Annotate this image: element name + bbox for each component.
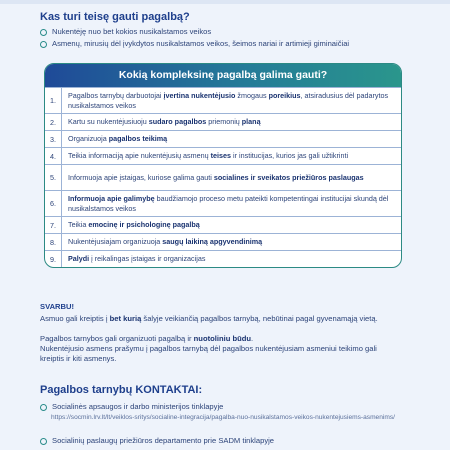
row-text-mid: žmogaus — [235, 91, 269, 100]
contact-item-2-label: Socialinių paslaugų priežiūros departamento prie SADM tinklapyje — [52, 436, 275, 445]
row-text — [62, 148, 401, 164]
table-row — [45, 147, 401, 164]
contact-item-1-label: Socialinės apsaugos ir darbo ministerijos tinklapyje — [52, 402, 224, 411]
row-text-inner — [68, 237, 262, 247]
row-text-b1: socialines ir sveikatos priežiūros paslaugas — [213, 172, 364, 182]
table-row — [45, 190, 401, 216]
row-text-inner — [68, 151, 348, 161]
help-table-title: Kokią kompleksinę pagalbą galima gauti? — [45, 64, 401, 87]
row-text-b1: pagalbos teikimą — [108, 134, 168, 144]
row-text-pre: Teikia — [68, 220, 89, 230]
row-text-pre: Nukentėjusiajam organizuoja — [68, 237, 163, 247]
row-number: 2. — [45, 114, 62, 130]
row-number: 5. — [45, 165, 62, 190]
who-item-2 — [40, 39, 436, 49]
row-number: 1. — [45, 88, 62, 113]
important-p1-post: šalyje veikiančią pagalbos tarnybą, nebūtinai pagal gyvenamąją vietą. — [141, 314, 378, 323]
table-row — [45, 216, 401, 233]
contact-item-1-link[interactable]: https://socmin.lrv.lt/lt/veiklos-sritys/socialine-integracija/pagalba-nuo-nusikalstamos-veikos-nukentejusiems-asmenims/ — [51, 414, 395, 421]
row-text-mid: priemonių — [206, 117, 242, 127]
row-text-pre: Kartu su nukentėjusiuoju — [68, 117, 149, 127]
who-item-2-text: Asmenų, mirusių dėl įvykdytos nusikalstamos veikos, šeimos nariai ir artimieji giminaičiai — [52, 39, 350, 48]
contact-item-2 — [40, 436, 436, 446]
row-text-pre: Informuoja apie įstaigas, kuriose galima gauti — [68, 172, 214, 182]
important-p1-bold: bet kurią — [109, 314, 142, 323]
table-row — [45, 164, 401, 190]
who-item-1 — [40, 27, 436, 37]
row-number: 6. — [45, 191, 62, 216]
circle-bullet-icon — [40, 29, 47, 36]
row-text-inner — [68, 91, 395, 110]
important-p2-post: . — [251, 334, 254, 343]
row-text-b1: sudaro pagalbos — [148, 117, 207, 127]
row-text-b1: emocinę ir psichologinę pagalbą — [88, 220, 200, 230]
top-decor-strip — [0, 0, 450, 4]
row-text — [62, 88, 401, 113]
circle-bullet-icon — [40, 41, 47, 48]
important-title: SVARBU! — [40, 302, 75, 311]
table-row — [45, 233, 401, 250]
row-text-b1: įvertina nukentėjusio — [163, 91, 236, 100]
table-row — [45, 130, 401, 147]
important-p2-bold: nuotoliniu būdu — [193, 334, 252, 343]
row-text-b1: teises — [210, 151, 232, 161]
row-text-b2: planą — [241, 117, 261, 127]
row-text — [62, 191, 401, 216]
important-paragraph-1 — [40, 314, 400, 324]
row-text — [62, 165, 401, 190]
row-text-pre: Pagalbos tarnybų darbuotojai — [68, 91, 164, 100]
contact-item-1 — [40, 402, 436, 412]
row-text — [62, 114, 401, 130]
row-text — [62, 234, 401, 250]
row-text-mid: į reikalingas įstaigas ir organizacijas — [89, 254, 206, 264]
important-paragraph-2 — [40, 334, 400, 344]
row-number: 4. — [45, 148, 62, 164]
who-item-1-text: Nukentėję nuo bet kokios nusikalstamos veikos — [52, 27, 212, 36]
row-text — [62, 251, 401, 267]
important-p1-pre: Asmuo gali kreiptis į — [40, 314, 110, 323]
row-number: 7. — [45, 217, 62, 233]
row-text-inner — [68, 173, 364, 183]
row-text-inner — [68, 117, 261, 127]
row-text-inner — [68, 220, 200, 230]
row-text-pre: Teikia informaciją apie nukentėjusių asmenų — [68, 151, 211, 161]
row-text-inner — [68, 134, 167, 144]
table-row — [45, 87, 401, 113]
row-text-mid: ir institucijas, kurios jas gali užtikrinti — [231, 151, 349, 161]
row-number: 3. — [45, 131, 62, 147]
row-text-inner — [68, 194, 395, 213]
row-text-b1: saugų laikiną apgyvendinimą — [162, 237, 263, 247]
row-number: 9. — [45, 251, 62, 267]
contacts-title: Pagalbos tarnybų KONTAKTAI: — [40, 384, 203, 396]
row-text-b2: poreikius — [268, 91, 301, 100]
who-title: Kas turi teisę gauti pagalbą? — [40, 11, 190, 23]
table-row — [45, 250, 401, 267]
row-text — [62, 131, 401, 147]
help-table — [44, 63, 402, 268]
row-text-inner — [68, 254, 205, 264]
row-text-post: , atsiradusius dėl padarytos nusikalstamos veikos — [68, 91, 389, 110]
row-text-mid: baudžiamojo proceso metu pateikti kompetentingai institucijai skundą dėl nusikalstamos veikos — [68, 194, 389, 213]
row-text-b1: Palydi — [68, 254, 90, 264]
table-row — [45, 113, 401, 130]
row-text — [62, 217, 401, 233]
row-text-pre: Organizuoja — [68, 134, 109, 144]
help-table-body — [45, 87, 401, 267]
circle-bullet-icon — [40, 404, 47, 411]
circle-bullet-icon — [40, 438, 47, 445]
row-text-b1: Informuoja apie galimybę — [68, 194, 155, 203]
important-paragraph-3: Nukentėjusio asmens prašymu į pagalbos tarnybą dėl pagalbos nukentėjusiam asmeniui teikimo gali kreiptis ir kiti asmenys. — [40, 344, 377, 363]
important-p2-pre: Pagalbos tarnybos gali organizuoti pagalbą ir — [40, 334, 194, 343]
row-number: 8. — [45, 234, 62, 250]
